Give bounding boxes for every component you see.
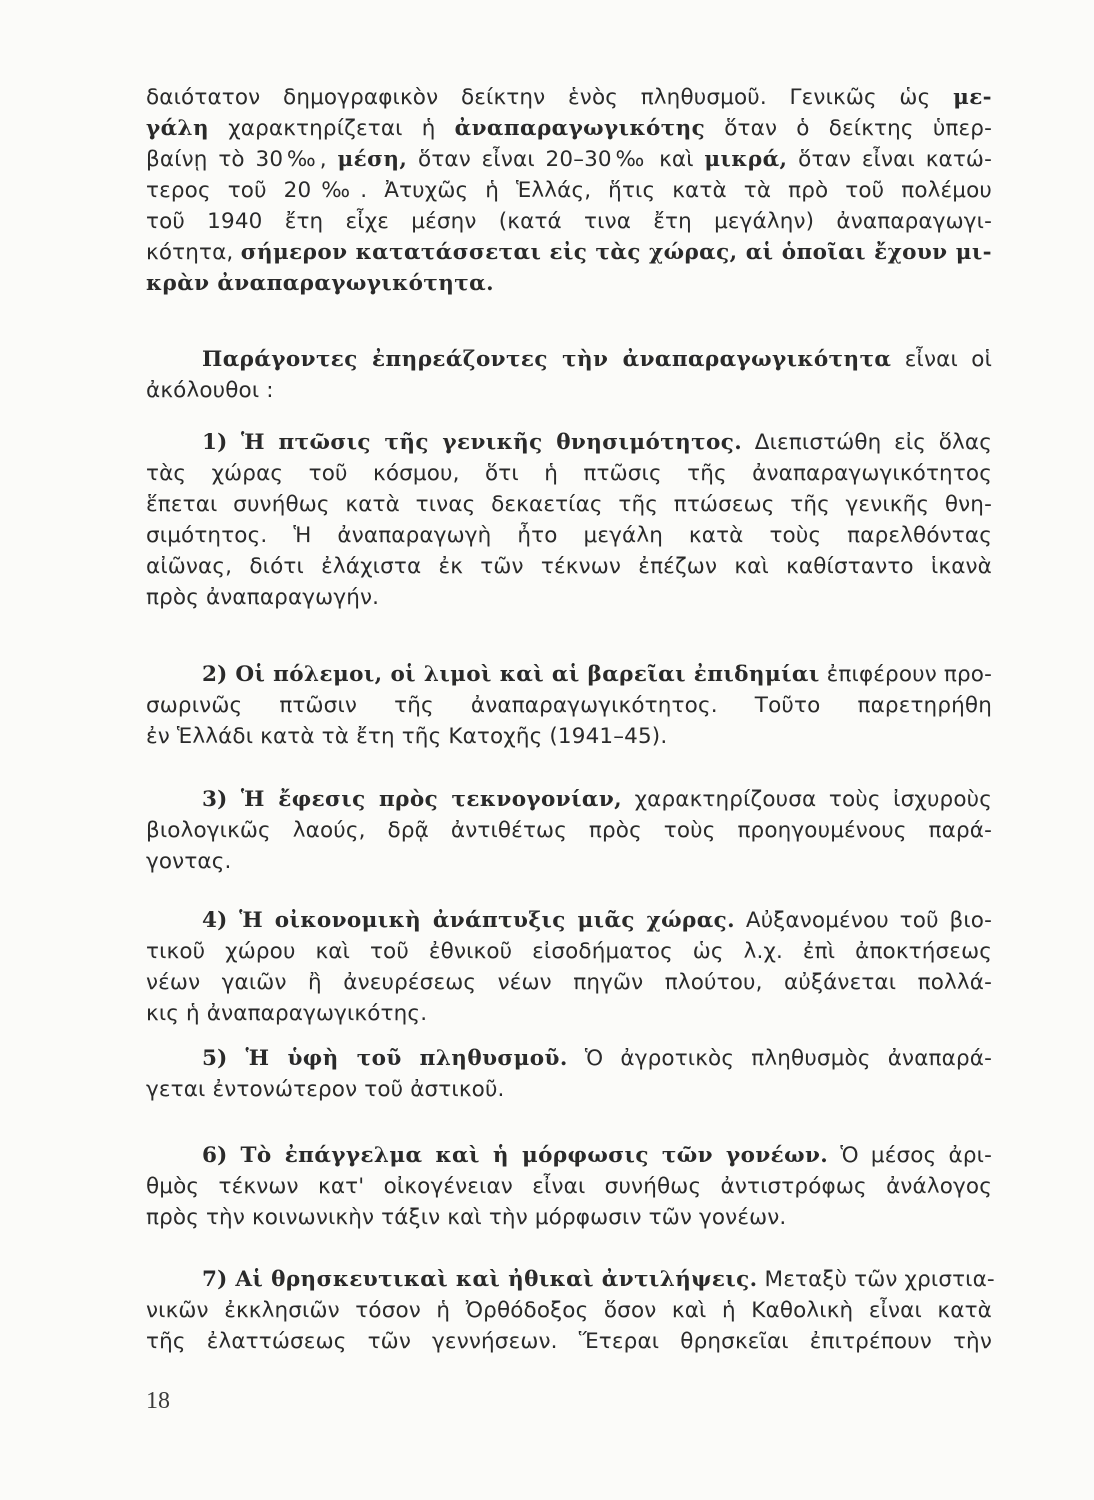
- text-line: Παράγοντες ἐπηρεάζοντες τὴν ἀναπαραγωγικότητα εἶναι οἱ: [202, 347, 992, 372]
- text-line: τῆς ἐλαττώσεως τῶν γεννήσεων. Ἕτεραι θρησκεῖαι ἐπιτρέπουν τὴν: [146, 1329, 992, 1354]
- text-line: βαίνῃ τὸ 30‰, μέση, ὅταν εἶναι 20–30‰ καὶ μικρά, ὅταν εἶναι κατώ-: [146, 147, 992, 172]
- text-line: νέων γαιῶν ἢ ἀνευρέσεως νέων πηγῶν πλούτου, αὐξάνεται πολλά-: [146, 970, 992, 995]
- paragraph-factors-intro: [146, 344, 992, 406]
- text-line: τικοῦ χώρου καὶ τοῦ ἐθνικοῦ εἰσοδήματος ὡς λ.χ. ἐπὶ ἀποκτήσεως: [146, 939, 992, 964]
- factor-4: [146, 905, 992, 1029]
- text-line: ἀκόλουθοι :: [146, 378, 274, 403]
- factor-5: [146, 1043, 992, 1105]
- text-line: σιμότητος. Ἡ ἀναπαραγωγὴ ἦτο μεγάλη κατὰ τοὺς παρελθόντας: [146, 523, 992, 548]
- text-line: 6) Τὸ ἐπάγγελμα καὶ ἡ μόρφωσις τῶν γονέων. Ὁ μέσος ἀρι-: [202, 1143, 992, 1168]
- list-number: 7): [202, 1267, 228, 1292]
- list-number: 4): [202, 908, 228, 933]
- factor-1: [146, 427, 992, 613]
- text-line: 2) Οἱ πόλεμοι, οἱ λιμοὶ καὶ αἱ βαρεῖαι ἐπιδημίαι ἐπιφέρουν προ-: [202, 662, 992, 687]
- list-number: 5): [202, 1046, 228, 1071]
- list-number: 6): [202, 1143, 228, 1168]
- text-line: ἕπεται συνήθως κατὰ τινας δεκαετίας τῆς πτώσεως τῆς γενικῆς θνη-: [146, 492, 992, 517]
- text-line: κις ἡ ἀναπαραγωγικότης.: [146, 1001, 428, 1026]
- text-line: 7) Αἱ θρησκευτικαὶ καὶ ἠθικαὶ ἀντιλήψεις. Μεταξὺ τῶν χριστια-: [202, 1267, 995, 1292]
- text-line: δαιότατον δημογραφικὸν δείκτην ἑνὸς πληθυσμοῦ. Γενικῶς ὡς με-: [146, 85, 992, 110]
- text-line: τερος τοῦ 20‰. Ἀτυχῶς ἡ Ἑλλάς, ἥτις κατὰ τὰ πρὸ τοῦ πολέμου: [146, 178, 992, 203]
- factor-6: [146, 1140, 992, 1233]
- text-line: πρὸς ἀναπαραγωγήν.: [146, 585, 380, 610]
- text-line: 4) Ἡ οἰκονομικὴ ἀνάπτυξις μιᾶς χώρας. Αὐξανομένου τοῦ βιο-: [202, 908, 992, 933]
- text-line: θμὸς τέκνων κατ' οἰκογένειαν εἶναι συνήθως ἀντιστρόφως ἀνάλογος: [146, 1174, 992, 1199]
- factor-2: [146, 659, 992, 752]
- text-line: σωρινῶς πτῶσιν τῆς ἀναπαραγωγικότητος. Τοῦτο παρετηρήθη: [146, 693, 992, 718]
- text-line: γεται ἐντονώτερον τοῦ ἀστικοῦ.: [146, 1077, 505, 1102]
- factor-7: [146, 1264, 995, 1357]
- text-line: κρὰν ἀναπαραγωγικότητα.: [146, 271, 495, 296]
- text-line: τοῦ 1940 ἔτη εἶχε μέσην (κατά τινα ἔτη μεγάλην) ἀναπαραγωγι-: [146, 209, 992, 234]
- text-line: πρὸς τὴν κοινωνικὴν τάξιν καὶ τὴν μόρφωσιν τῶν γονέων.: [146, 1205, 787, 1230]
- text-line: κότητα, σήμερον κατατάσσεται εἰς τὰς χώρας, αἱ ὁποῖαι ἔχουν μι-: [146, 240, 992, 265]
- text-line: 5) Ἡ ὑφὴ τοῦ πληθυσμοῦ. Ὁ ἀγροτικὸς πληθυσμὸς ἀναπαρά-: [202, 1046, 992, 1071]
- text-line: τὰς χώρας τοῦ κόσμου, ὅτι ἡ πτῶσις τῆς ἀναπαραγωγικότητος: [146, 461, 992, 486]
- paragraph-intro: [146, 82, 992, 299]
- text-line: 1) Ἡ πτῶσις τῆς γενικῆς θνησιμότητος. Διεπιστώθη εἰς ὅλας: [202, 430, 992, 455]
- list-number: 2): [202, 662, 228, 687]
- list-number: 3): [202, 787, 228, 812]
- text-line: αἰῶνας, διότι ἐλάχιστα ἐκ τῶν τέκνων ἐπέζων καὶ καθίσταντο ἱκανὰ: [146, 554, 992, 579]
- text-line: νικῶν ἐκκλησιῶν τόσον ἡ Ὀρθόδοξος ὅσον καὶ ἡ Καθολικὴ εἶναι κατὰ: [146, 1298, 992, 1323]
- text-line: γάλη χαρακτηρίζεται ἡ ἀναπαραγωγικότης ὅταν ὁ δείκτης ὑπερ-: [146, 116, 992, 141]
- text-line: γοντας.: [146, 849, 232, 874]
- factor-3: [146, 784, 992, 877]
- text-line: βιολογικῶς λαούς, δρᾷ ἀντιθέτως πρὸς τοὺς προηγουμένους παρά-: [146, 818, 992, 843]
- text-line: ἐν Ἑλλάδι κατὰ τὰ ἔτη τῆς Κατοχῆς (1941–45).: [146, 724, 668, 749]
- text-line: 3) Ἡ ἔφεσις πρὸς τεκνογονίαν, χαρακτηρίζουσα τοὺς ἰσχυροὺς: [202, 787, 993, 812]
- page-number: 18: [146, 1388, 170, 1414]
- list-number: 1): [202, 430, 228, 455]
